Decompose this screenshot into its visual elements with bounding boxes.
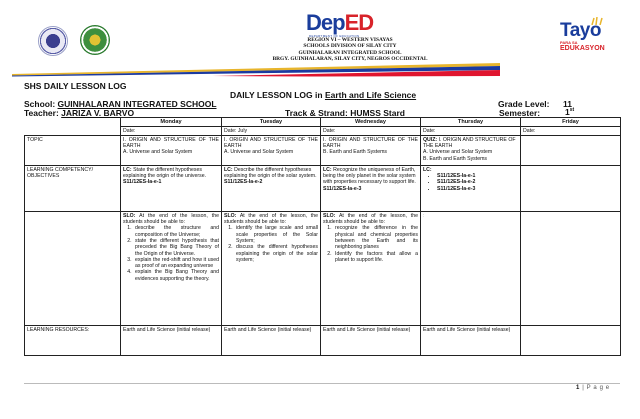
school-value: GUINHALARAN INTEGRATED SCHOOL xyxy=(57,99,217,109)
lc-thursday-code-1: • S11/12ES-Ia-e-1 xyxy=(437,173,518,179)
tayo-word: Tayo xyxy=(560,20,601,41)
lc-tuesday xyxy=(222,166,321,212)
slo-thursday: : xyxy=(421,212,521,326)
lc-tag: LC: xyxy=(423,166,432,173)
letterhead-division: SCHOOLS DIVISION OF SILAY CITY xyxy=(303,43,397,50)
slo-wednesday-item-1: 1. recognize the difference in the physical and chemical properties between the Earth and its neighboring planes xyxy=(333,225,418,250)
tayo-logo xyxy=(560,22,630,53)
semester-value xyxy=(565,107,574,117)
deped-logo xyxy=(306,12,373,34)
day-friday: Friday xyxy=(521,118,621,127)
day-tuesday: Tuesday xyxy=(222,118,321,127)
letterhead-school: GUINHALARAN INTEGRATED SCHOOL xyxy=(298,49,402,56)
topic-monday xyxy=(121,136,222,166)
date-tuesday: Date: July xyxy=(222,127,321,136)
slo-tag: SLO: xyxy=(224,212,237,219)
semester-suffix: st xyxy=(569,107,575,114)
slo-tuesday-list xyxy=(224,225,318,263)
track-label: Track & Strand: xyxy=(285,108,351,118)
lc-monday-code: S11/12ES-Ia-e-1 xyxy=(123,179,162,186)
slo-monday-item-4: 4. explain the Big Bang Theory and evidences supporting the theory. xyxy=(133,269,219,282)
resources-friday xyxy=(521,326,621,356)
page-number-value: 1 xyxy=(576,385,580,391)
resources-tuesday: Earth and Life Science (initial release) xyxy=(222,326,321,356)
dll-title xyxy=(230,90,416,100)
lc-wednesday-code: S11/12ES-Ia-e-3 xyxy=(323,185,362,192)
lc-wednesday-text: Recognize the uniqueness of Earth, being the only planet in the solar system with properties necessary to support life. xyxy=(323,166,416,186)
slo-monday-item-1: 1. describe the structure and composition of the Universe; xyxy=(133,225,219,238)
topic-row xyxy=(25,136,621,166)
day-thursday: Thursday xyxy=(421,118,521,127)
learning-resources-row xyxy=(25,326,621,356)
slo-wednesday-item-2: 2. Identify the factors that allow a planet to support life. xyxy=(333,251,418,264)
lc-thursday-code-3: • S11/12ES-Ia-e-3 xyxy=(437,186,518,192)
resources-monday: Earth and Life Science (initial release) xyxy=(121,326,222,356)
grade-level-label: Grade Level: xyxy=(498,99,550,109)
deped-subtitle: DEPARTMENT OF EDUCATION xyxy=(309,34,360,38)
tayo-para: PARA SA xyxy=(560,40,578,45)
topic-thursday-line1 xyxy=(423,137,518,150)
deped-logo-ed: ED xyxy=(344,10,374,35)
letterhead-barangay: BRGY. GUINHALARAN, SILAY CITY, NEGROS OCCIDENTAL xyxy=(272,55,428,62)
lc-tag: LC: xyxy=(123,166,132,173)
topic-thursday xyxy=(421,136,521,166)
lc-tag: LC: xyxy=(224,166,233,173)
flag-color-band xyxy=(12,63,500,77)
slo-intro-text: At the end of the lesson, the students should be able to: xyxy=(323,212,418,226)
topic-friday xyxy=(521,136,621,166)
slo-wednesday-list xyxy=(323,225,418,263)
footer-divider xyxy=(24,383,620,384)
page-number xyxy=(576,385,610,391)
semester-label: Semester: xyxy=(499,108,541,118)
slo-wednesday xyxy=(321,212,421,326)
topic-thursday-line2: A. Universe and Solar System xyxy=(423,149,493,156)
topic-thursday-line3: B. Earth and Earth Systems xyxy=(423,155,488,162)
slo-monday-item-2: 2. state the different hypothesis that preceded the Big Bang Theory of the Origin of the Universe. xyxy=(133,238,219,257)
doc-title: SHS DAILY LESSON LOG xyxy=(24,81,127,91)
date-corner-cell xyxy=(25,127,121,136)
lc-thursday xyxy=(421,166,521,212)
slo-tuesday-intro xyxy=(224,213,318,226)
letterhead-address xyxy=(250,37,450,62)
lc-friday xyxy=(521,166,621,212)
school-label: School: xyxy=(24,99,58,109)
letterhead-region: REGION VI – WESTERN VISAYAS xyxy=(307,37,393,43)
lc-thursday-code-2: • S11/12ES-Ia-e-2 xyxy=(437,179,518,185)
page-word: P a g e xyxy=(586,385,610,391)
corner-cell xyxy=(25,118,121,127)
topic-tuesday-line1: I. ORIGIN AND STRUCTURE OF THE EARTH xyxy=(224,136,318,150)
semester-number: 1 xyxy=(565,107,570,117)
topic-wednesday-line2: B. Earth and Earth Systems xyxy=(323,149,388,156)
deped-logo-dep: Dep xyxy=(306,10,345,35)
topic-tuesday-line2: A. Universe and Solar System xyxy=(224,149,294,156)
slo-tuesday xyxy=(222,212,321,326)
school-seal-icon xyxy=(80,25,110,55)
deped-seal-icon xyxy=(38,26,68,56)
day-monday: Monday xyxy=(121,118,222,127)
lc-label: LEARNING COMPETENCY/ OBJECTIVES xyxy=(25,166,121,212)
slo-tuesday-item-1: 1. identify the large scale and small scale properties of the Solar System; xyxy=(234,225,318,244)
topic-wednesday-line1: I. ORIGIN AND STRUCTURE OF THE EARTH xyxy=(323,136,418,150)
slo-monday-item-3: 3. explain the red-shift and how it used as proof of an expanding universe xyxy=(133,257,219,270)
date-friday: Date: xyxy=(521,127,621,136)
topic-monday-line2: A. Universe and Solar System xyxy=(123,149,193,156)
slo-tag: SLO: xyxy=(323,212,336,219)
resources-wednesday: Earth and Life Science (initial release) xyxy=(321,326,421,356)
grade-level-value: 11 xyxy=(563,99,572,109)
date-monday: Date: xyxy=(121,127,222,136)
slo-wednesday-intro xyxy=(323,213,418,226)
dll-prefix: DAILY LESSON LOG in xyxy=(230,90,325,100)
topic-tuesday xyxy=(222,136,321,166)
slo-tag: SLO: xyxy=(123,212,136,219)
slo-intro-text: At the end of the lesson, the students should be able to: xyxy=(224,212,318,226)
topic-monday-line1: I. ORIGIN AND STRUCTURE OF THE EARTH xyxy=(123,136,219,150)
lesson-log-table xyxy=(24,117,621,356)
lc-monday xyxy=(121,166,222,212)
lc-thursday-list xyxy=(423,173,518,192)
topic-wednesday xyxy=(321,136,421,166)
lc-tuesday-text: Describe the different hypotheses explaining the origin of the solar system. xyxy=(224,166,317,180)
day-wednesday: Wednesday xyxy=(321,118,421,127)
quiz-tag: QUIZ: xyxy=(423,136,438,143)
teacher-value: JARIZA V. BARVO xyxy=(61,108,135,118)
slo-label xyxy=(25,212,121,326)
slo-monday-list xyxy=(123,225,219,282)
track-value: HUMSS Stard xyxy=(350,108,405,118)
date-row xyxy=(25,127,621,136)
slo-intro-text: At the end of the lesson, the students should be able to: xyxy=(123,212,219,226)
day-header-row xyxy=(25,118,621,127)
slo-row xyxy=(25,212,621,326)
resources-label: LEARNING RESOURCES: xyxy=(25,326,121,356)
teacher-label: Teacher: xyxy=(24,108,62,118)
lc-tuesday-code: S11/12ES-Ia-e-2 xyxy=(224,179,263,186)
date-wednesday: Date: xyxy=(321,127,421,136)
letterhead xyxy=(0,0,640,80)
slo-monday-intro xyxy=(123,213,219,226)
slo-friday xyxy=(521,212,621,326)
date-thursday: Date: xyxy=(421,127,521,136)
learning-competency-row xyxy=(25,166,621,212)
resources-thursday: Earth and Life Science (initial release) xyxy=(421,326,521,356)
slo-tuesday-item-2: 2. discuss the different hypotheses explaining the origin of the solar system; xyxy=(234,244,318,263)
tayo-edu: EDUKASYON xyxy=(560,45,605,52)
topic-label: TOPIC xyxy=(25,136,121,166)
subject-name: Earth and Life Science xyxy=(324,90,417,100)
slo-monday xyxy=(121,212,222,326)
lc-monday-text: State the different hypotheses explaining the origin of the universe. xyxy=(123,166,207,180)
page-separator: | xyxy=(579,385,587,391)
lc-tag: LC: xyxy=(323,166,332,173)
lc-wednesday xyxy=(321,166,421,212)
topic-thursday-text: I. ORIGIN AND STRUCTURE OF THE EARTH xyxy=(423,136,516,150)
